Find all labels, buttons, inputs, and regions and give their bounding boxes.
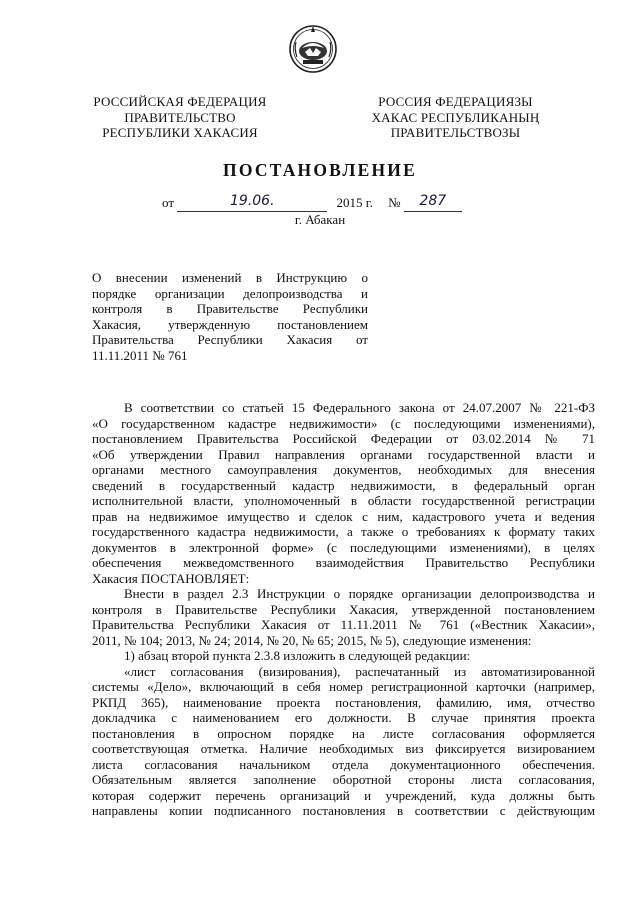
header-right-line: ХАКАС РЕСПУБЛИКАНЫҢ xyxy=(371,109,540,125)
body-line: системы «Дело», включающий в себя номер регистрационной карточки (например, xyxy=(92,679,595,694)
body-line: В соответствии со статьей 15 Федерального закона от 24.07.2007 № 221-ФЗ xyxy=(124,400,595,415)
body-line: «Об утверждении Правил направления органами государственной власти и xyxy=(92,446,595,462)
subject-line: О внесении изменений в Инструкцию о xyxy=(92,270,368,285)
body-line: прав на недвижимое имущество и сделок с ним, кадастрового учета и ведения xyxy=(92,508,595,524)
date-prefix: от xyxy=(162,195,175,210)
date-year: 2015 г. xyxy=(336,195,373,210)
header-right xyxy=(358,94,553,141)
header-left-line: РОССИЙСКАЯ ФЕДЕРАЦИЯ xyxy=(93,94,267,109)
body-line: РКПД 365), наименование проекта постановления, фамилию, имя, отчество xyxy=(92,694,595,710)
subject-line: Хакасия, утвержденную постановлением xyxy=(92,316,368,332)
body-line: которая содержит перечень организаций и учреждений, куда должны быть xyxy=(92,787,595,803)
date-blank xyxy=(177,195,327,212)
header-left xyxy=(86,94,274,141)
header-left-line: ПРАВИТЕЛЬСТВО xyxy=(124,109,236,125)
body-line: соответствующая отметка. Наличие необходимых виз фиксируется визированием xyxy=(92,741,595,756)
body-line: обеспечения межведомственного взаимодействия Правительство Республики xyxy=(92,555,595,570)
body-line: «лист согласования (визирования), распечатанный из автоматизированной xyxy=(124,663,595,679)
body-line: контроля в Правительстве Республики Хакасия, утвержденной постановлением xyxy=(92,601,595,617)
number-sign: № xyxy=(388,195,401,210)
body-line: направлены копии подписанного постановления в соответствии с действующим xyxy=(92,803,595,818)
subject-line: порядке организации делопроизводства и xyxy=(92,285,368,301)
body-line: сведений в государственный кадастр недвижимости, в федеральный орган xyxy=(92,477,595,493)
subject-block xyxy=(92,270,368,363)
subject-line: 11.11.2011 № 761 xyxy=(92,347,188,363)
body-line: постановлением Правительства Российской Федерации от 03.02.2014 № 71 xyxy=(92,431,595,446)
subject-line: Правительства Республики Хакасия от xyxy=(92,332,368,347)
body-line: Обязательным является заполнение оборотной стороны листа согласования, xyxy=(92,772,595,787)
body-line: листа согласования начальником отдела документационного обеспечения. xyxy=(92,756,595,772)
coat-of-arms-icon xyxy=(288,22,338,76)
body-line: 2011, № 104; 2013, № 24; 2014, № 20, № 65; 2015, № 5), следующие изменения: xyxy=(92,632,532,648)
body-line: Хакасия ПОСТАНОВЛЯЕТ: xyxy=(92,570,250,586)
body-line: докладчика с наименованием его должности. В случае принятия проекта xyxy=(92,710,595,725)
header-left-line: РЕСПУБЛИКИ ХАКАСИЯ xyxy=(102,125,258,140)
body-line: документов в электронной форме» (с последующими изменениями), в целях xyxy=(92,539,595,555)
body-line: постановления в опросном порядке на листе согласования оформляется xyxy=(92,725,595,741)
body-line: Правительства Республики Хакасия от 11.11.2011 № 761 («Вестник Хакасии», xyxy=(92,617,595,632)
body-line: 1) абзац второй пункта 2.3.8 изложить в следующей редакции: xyxy=(124,648,471,663)
city: г. Абакан xyxy=(294,212,346,227)
number-blank xyxy=(404,195,462,212)
body-text xyxy=(92,400,595,819)
body-line: «О государственном кадастре недвижимости» (с последующими изменениями), xyxy=(92,415,595,431)
date-value: 19.06. xyxy=(230,193,275,209)
subject-line: контроля в Правительстве Республики xyxy=(92,301,368,316)
body-line: государственного кадастра недвижимости, а также о требованиях к формату таких xyxy=(92,524,595,539)
body-line: Внести в раздел 2.3 Инструкции о порядке организации делопроизводства и xyxy=(124,586,595,601)
date-line xyxy=(162,195,462,212)
body-line: исполнительной власти, уполномоченный в области государственной регистрации xyxy=(92,493,595,508)
document-number: 287 xyxy=(419,193,447,209)
body-line: органами местного самоуправления документов, необходимых для внесения xyxy=(92,462,595,477)
document-title: ПОСТАНОВЛЕНИЕ xyxy=(223,160,417,180)
header-right-line: РОССИЯ ФЕДЕРАЦИЯЗЫ xyxy=(378,94,533,109)
header-right-line: ПРАВИТЕЛЬСТВОЗЫ xyxy=(390,125,521,140)
